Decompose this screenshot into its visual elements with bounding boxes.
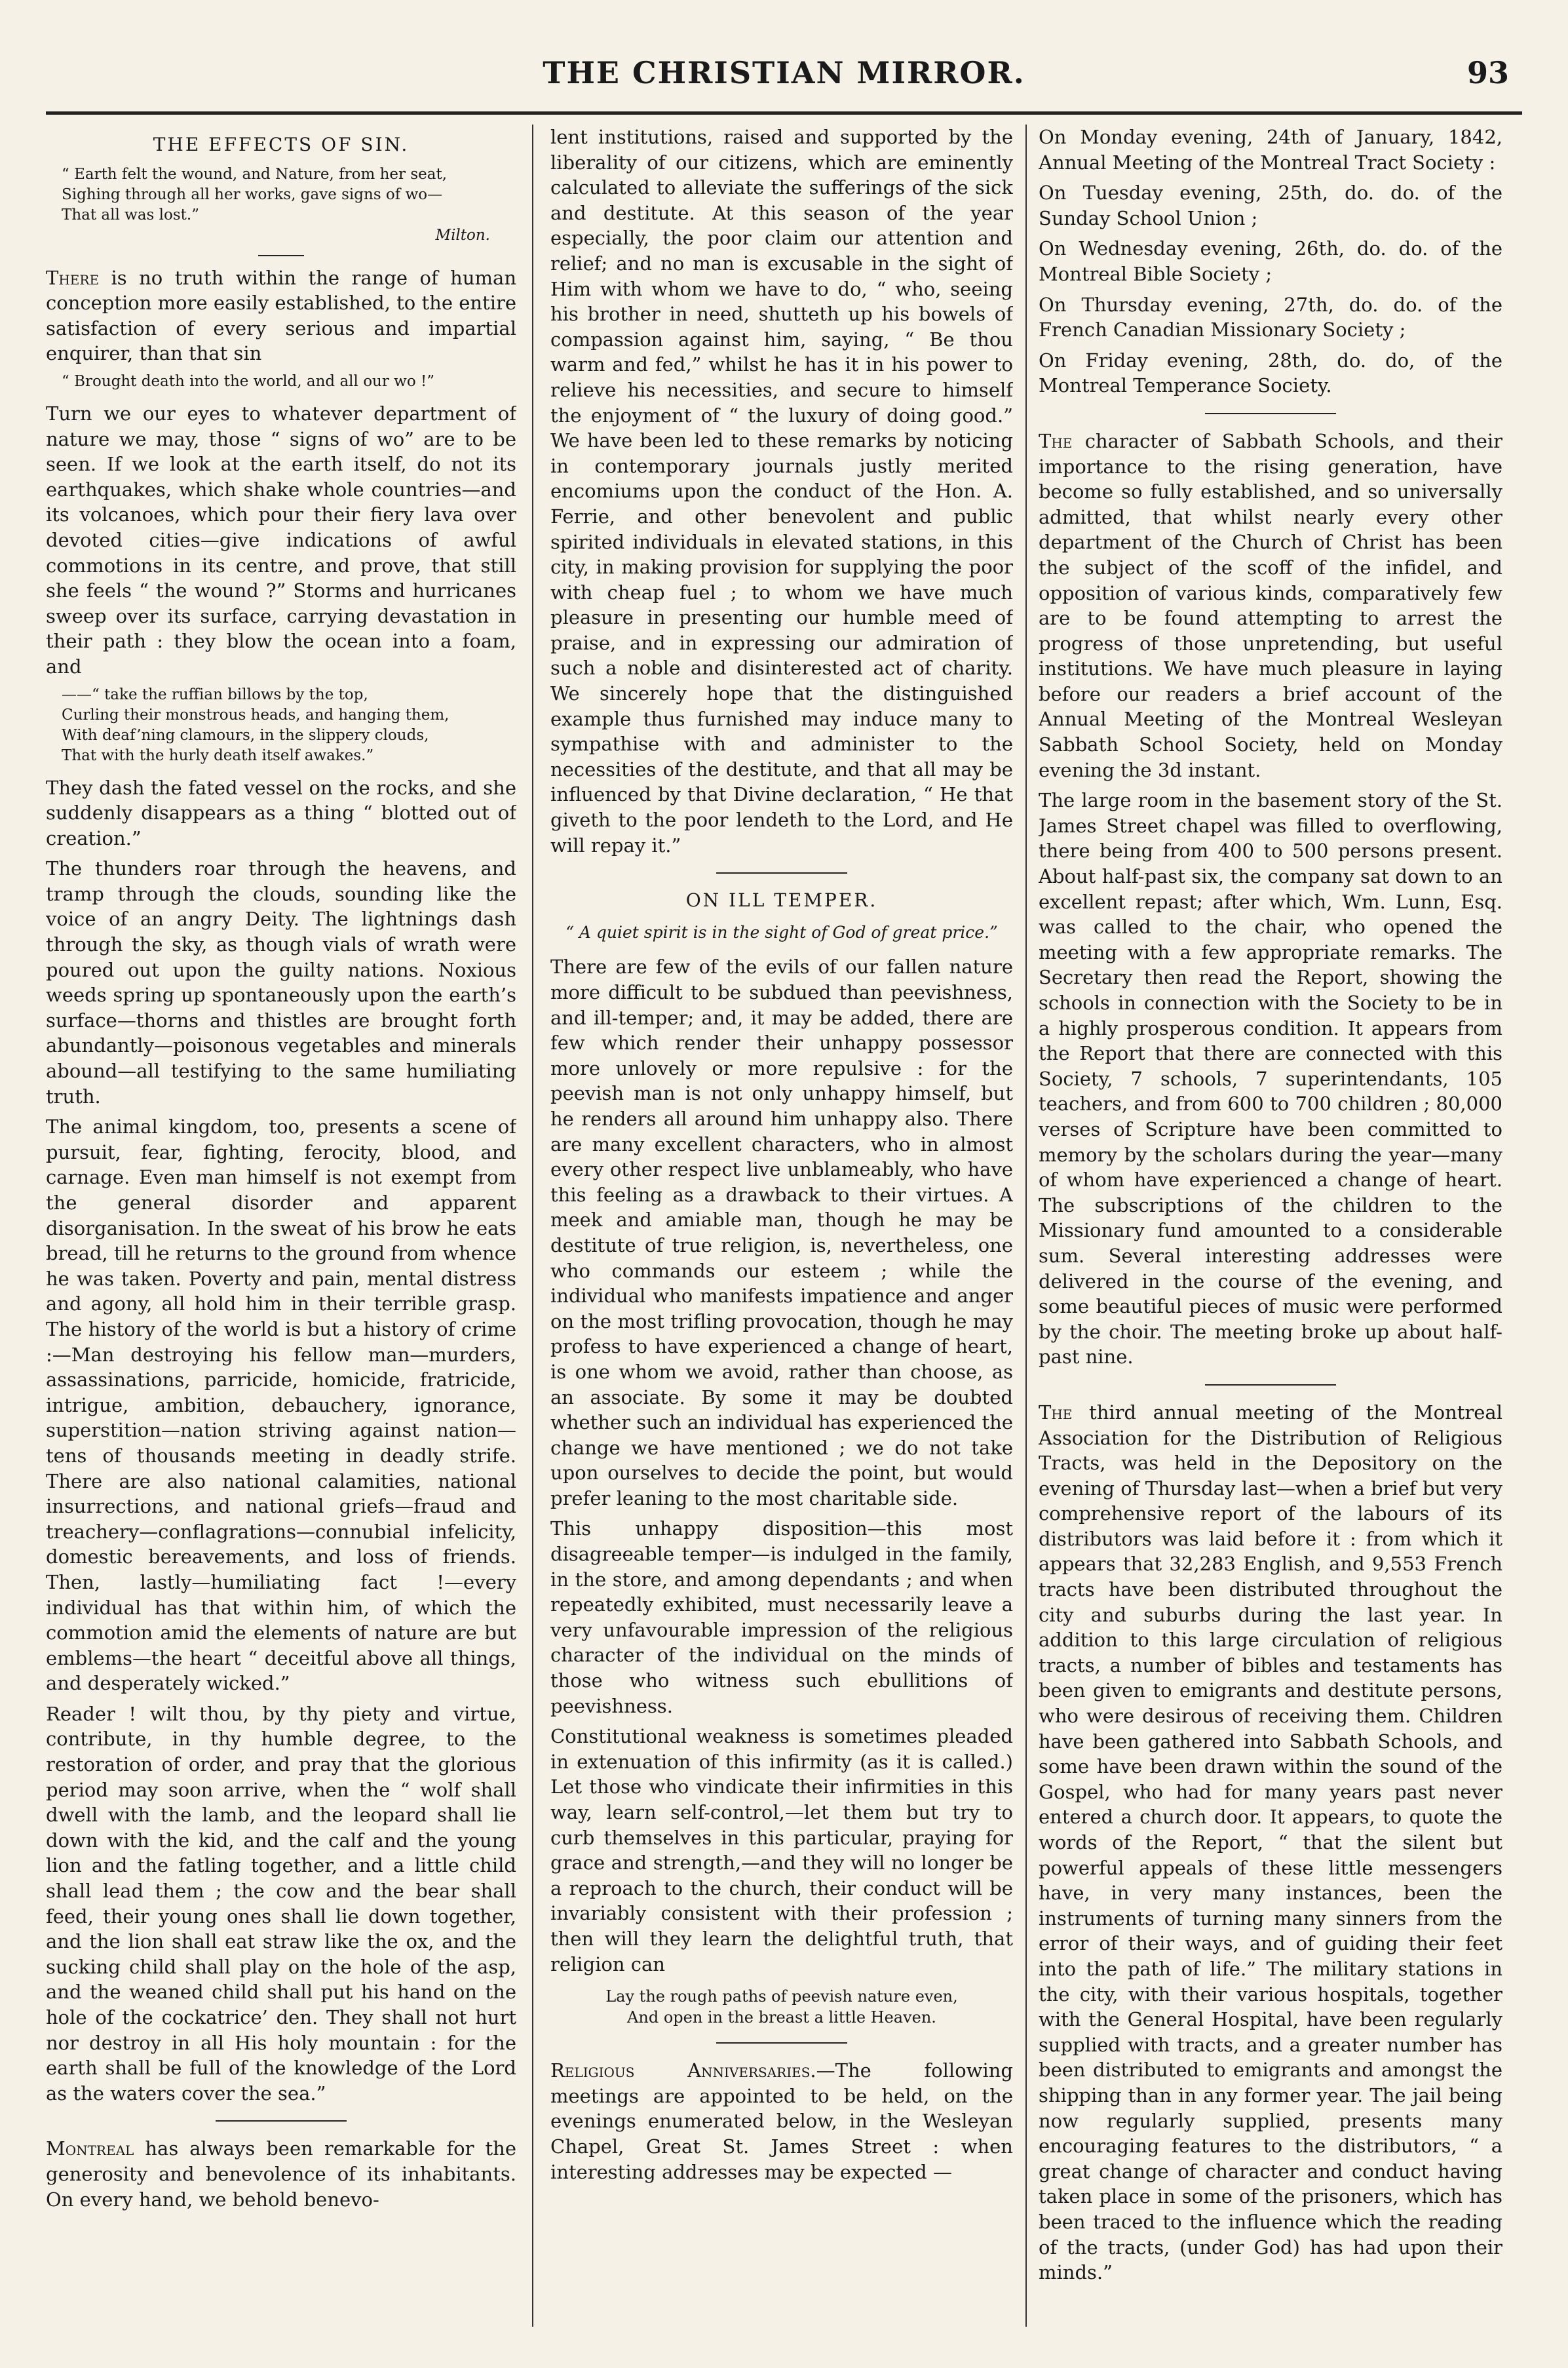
lead-word: The xyxy=(1039,1401,1073,1424)
paragraph xyxy=(1039,1400,1502,2285)
paragraph: The large room in the basement story of the St. James Street chapel was filled to overflowing, there being from 400 to 500 persons present. About half-past six, the company sat down to an excellent repast; after which, Wm. Lunn, Esq. was called to the chair, who opened the meeting with a few appropriate remarks. The Secretary then read the Report, showing the schools in connection with the Society to be in a highly prosperous condition. It appears from the Report that there are connected with this Society, 7 schools, 7 superintendants, 105 teachers, and from 600 to 700 children ; 80,000 verses of Scripture have been committed to memory by the scholars during the year—many of whom have experienced a change of heart. The subscriptions of the children to the Missionary fund amounted to a considerable sum. Several interesting addresses were delivered in the course of the evening, and some beautiful pieces of music were performed by the choir. The meeting broke up about half-past nine. xyxy=(1039,789,1502,1368)
lead-word: There xyxy=(46,266,100,289)
paragraph: lent institutions, raised and supported by the liberality of our citizens, which are eminently calculated to alleviate the sufferings of the sick and destitute. At this season of the year especially, the poor claim our attention and relief; and no man is excusable in the sight of Him with whom we have to do, “ who, seeing his brother in need, shutteth up his bowels of compassion against him, saying, “ Be thou warm and fed,” whilst he has it in his power to relieve his necessities, and secure to himself the enjoyment of “ the luxury of doing good.” We have been led to these remarks by noticing in contemporary journals justly merited encomiums upon the conduct of the Hon. A. Ferrie, and other benevolent and public spirited individuals in elevated stations, in this city, in making provision for supplying the poor with cheap fuel ; to whom we have much pleasure in presenting our humble meed of praise, and in expressing our admiration of such a noble and disinterested act of charity. We sincerely hope that the distinguished example thus furnished may induce many to sympathise with and administer to the necessities of the destitute, and that all may be influenced by that Divine declaration, “ He that giveth to the poor lendeth to the Lord, and He will repay it.” xyxy=(550,126,1013,857)
lead-word: Montreal xyxy=(46,2137,134,2160)
quotation xyxy=(46,372,516,392)
couplet xyxy=(550,1986,1013,2028)
meeting-listing: On Wednesday evening, 26th, do. do. of the Montreal Bible Society ; xyxy=(1039,237,1502,285)
paragraph xyxy=(1039,429,1502,783)
epigraph-line: That all was lost.” xyxy=(62,206,199,223)
epigraph-line: “ Earth felt the wound, and Nature, from her seat, xyxy=(62,165,448,183)
masthead-rule xyxy=(46,111,1522,115)
section-rule xyxy=(258,255,304,256)
column-2 xyxy=(550,125,1013,2327)
paragraph-text: —The following meetings are appointed to be held, on the evenings enumerated below, in the Wesleyan Chapel, Great St. James Street : when interesting addresses may be expected — xyxy=(550,2059,1013,2183)
article-heading-effects-of-sin: THE EFFECTS OF SIN. xyxy=(153,134,410,155)
motto: “ A quiet spirit is in the sight of God of great price.” xyxy=(565,922,998,942)
epigraph xyxy=(46,165,516,246)
section-rule xyxy=(716,2042,847,2044)
poem-line: ——“ take the ruffian billows by the top, xyxy=(62,686,368,703)
section-rule xyxy=(1205,413,1336,414)
column-3 xyxy=(1039,125,1502,2327)
epigraph-line: Sighing through all her works, gave signs of wo— xyxy=(62,185,443,203)
meeting-listing: On Monday evening, 24th of January, 1842, Annual Meeting of the Montreal Tract Society : xyxy=(1039,126,1502,174)
paragraph xyxy=(550,2058,1013,2184)
column-divider xyxy=(532,125,533,2327)
masthead xyxy=(46,46,1522,118)
section-lead: Religious Anniversaries. xyxy=(550,2059,816,2082)
paragraph: The animal kingdom, too, presents a scene of pursuit, fear, fighting, ferocity, blood, and carnage. Even man himself is not exempt from the general disorder and apparent disorganisation. In the sweat of his brow he eats bread, till he returns to the ground from whence he was taken. Poverty and pain, mental distress and agony, all hold him in their terrible grasp. The history of the world is but a history of crime :—Man destroying his fellow man—murders, assassinations, parricide, homicide, fratricide, intrigue, ambition, debauchery, ignorance, superstition—nation striving against nation—tens of thousands meeting in deadly strife. There are also national calamities, national insurrections, and national griefs—fraud and treachery—conflagrations—connubial infelicity, domestic bereavements, and loss of friends. Then, lastly—humiliating fact !—every individual has that within him, of which the commotion amid the elements of nature are but emblems—the heart “ deceitful above all things, and desperately wicked.” xyxy=(46,1116,516,1695)
article-heading-ill-temper: ON ILL TEMPER. xyxy=(685,889,878,912)
paragraph: Constitutional weakness is sometimes pleaded in extenuation of this infirmity (as it is called.) Let those who vindicate their infirmities in this way, learn self-control,—let them but try to curb themselves in this particular, praying for grace and strength,—and they will no longer be a reproach to the church, their conduct will be invariably consistent with their profession ; then will they learn the delightful truth, that religion can xyxy=(550,1725,1013,1975)
meeting-listing: On Tuesday evening, 25th, do. do. of the Sunday School Union ; xyxy=(1039,182,1502,229)
couplet-line: Lay the rough paths of peevish nature even, xyxy=(605,1987,958,2006)
column-divider xyxy=(1025,125,1027,2327)
paragraph: There are few of the evils of our fallen nature more difficult to be subdued than peevishness, and ill-temper; and, it may be added, there are few which render their unhappy possessor more unlovely or more repulsive : for the peevish man is not only unhappy himself, but he renders all around him unhappy also. There are many excellent characters, who in almost every other respect live unblameably, who have this feeling as a drawback to their virtues. A meek and amiable man, though he may be destitute of true religion, is, nevertheless, one who commands our esteem ; while the individual who manifests impatience and anger on the most trifling provocation, though he may profess to have experienced a change of heart, is one whom we avoid, rather than choose, as an associate. By some it may be doubted whether such an individual has experienced the change we have mentioned ; we do not take upon ourselves to decide the point, but would prefer leaning to the most charitable side. xyxy=(550,956,1013,1509)
meeting-listing: On Friday evening, 28th, do. do, of the Montreal Temperance Society. xyxy=(1039,349,1502,397)
poem-line: With deaf’ning clamours, in the slippery clouds, xyxy=(62,726,429,744)
paragraph-text: is no truth within the range of human conception more easily established, to the entire satisfaction of every serious and impartial enquirer, than that sin xyxy=(46,266,516,365)
paragraph-text: character of Sabbath Schools, and their importance to the rising generation, have become so fully established, and so universally admitted, that whilst nearly every other department of the Church of Christ has been the subject of the scoff of the infidel, and opposition of various kinds, comparatively few are to be found attempting to arrest the progress of those unpretending, but useful institutions. We have much pleasure in laying before our readers a brief account of the Annual Meeting of the Montreal Wesleyan Sabbath School Society, held on Monday evening the 3d instant. xyxy=(1039,429,1502,781)
newspaper-title: THE CHRISTIAN MIRROR. xyxy=(543,55,1025,90)
page-number: 93 xyxy=(1466,55,1509,90)
paragraph xyxy=(46,265,516,366)
paragraph-text: has always been remarkable for the generosity and benevolence of its inhabitants. On every hand, we behold benevo- xyxy=(46,2137,516,2211)
section-rule xyxy=(216,2120,347,2122)
section-rule xyxy=(1205,1384,1336,1386)
paragraph xyxy=(46,2136,516,2212)
poem-line: That with the hurly death itself awakes.” xyxy=(62,747,374,764)
couplet-line: And open in the breast a little Heaven. xyxy=(627,2008,936,2027)
paragraph: This unhappy disposition—this most disagreeable temper—is indulged in the family, in the store, and among dependants ; and when repeatedly exhibited, must necessarily leave a very unfavourable impression of the religious character of the individual on the minds of those who witness such ebullitions of peevishness. xyxy=(550,1517,1013,1717)
paragraph: Turn we our eyes to whatever department of nature we may, those “ signs of wo” are to be seen. If we look at the earth itself, do not its earthquakes, which shake whole countries—and its volcanoes, which pour their fiery lava over devoted cities—give indications of awful commotions in its centre, and prove, that still she feels “ the wound ?” Storms and hurricanes sweep over its surface, carrying devastation in their path : they blow the ocean into a foam, and xyxy=(46,402,516,678)
poem-excerpt xyxy=(46,685,516,766)
section-rule xyxy=(716,872,847,874)
lead-word: The xyxy=(1039,429,1073,452)
epigraph-citation: Milton. xyxy=(435,226,490,244)
meeting-listing: On Thursday evening, 27th, do. do. of the French Canadian Missionary Society ; xyxy=(1039,293,1502,341)
quotation-line: “ Brought death into the world, and all our wo !” xyxy=(62,372,435,390)
paragraph: The thunders roar through the heavens, and tramp through the clouds, sounding like the voice of an angry Deity. The lightnings dash through the sky, as though vials of wrath were poured out upon the guilty nations. Noxious weeds spring up spontaneously upon the earth’s surface—thorns and thistles are brought forth abundantly—poisonous vegetables and minerals abound—all testifying to the same humiliating truth. xyxy=(46,857,516,1108)
paragraph: They dash the fated vessel on the rocks, and she suddenly disappears as a thing “ blotted out of creation.” xyxy=(46,776,516,849)
paragraph: Reader ! wilt thou, by thy piety and virtue, contribute, in thy humble degree, to the restoration of order, and pray that the glorious period may soon arrive, when the “ wolf shall dwell with the lamb, and the leopard shall lie down with the kid, and the calf and the young lion and the fatling together, and a little child shall lead them ; the cow and the bear shall feed, their young ones shall lie down together, and the lion shall eat straw like the ox, and the sucking child shall play on the hole of the asp, and the weaned child shall put his hand on the hole of the cockatrice’ den. They shall not hurt nor destroy in all His holy mountain : for the earth shall be full of the knowledge of the Lord as the waters cover the sea.” xyxy=(46,1702,516,2105)
paragraph-text: third annual meeting of the Montreal Association for the Distribution of Religious Tracts, was held in the Depository on the evening of Thursday last—when a brief but very comprehensive report of the labours of its distributors was laid before it : from which it appears that 32,283 English, and 9,553 French tracts have been distributed throughout the city and suburbs during the last year. In addition to this large circulation of religious tracts, a number of bibles and testaments has been given to emigrants and destitute persons, who were desirous of receiving them. Children have been gathered into Sabbath Schools, and some have been drawn within the sound of the Gospel, who had for many years past never entered a church door. It appears, to quote the words of the Report, “ that the silent but powerful appeals of these little messengers have, in very many instances, been the instruments of turning many sinners from the error of their ways, and of guiding their feet into the path of life.” The military stations in the city, with their various hospitals, together with the General Hospital, have been regularly supplied with tracts, and a greater number has been distributed to emigrants and amongst the shipping than in any former year. The jail being now regularly supplied, presents many encouraging features to the distributors, “ a great change of character and conduct having taken place in some of the prisoners, which has been traced to the influence which the reading of the tracts, (under God) has had upon their minds.” xyxy=(1039,1401,1502,2284)
column-1 xyxy=(46,125,516,2327)
poem-line: Curling their monstrous heads, and hanging them, xyxy=(62,706,449,724)
